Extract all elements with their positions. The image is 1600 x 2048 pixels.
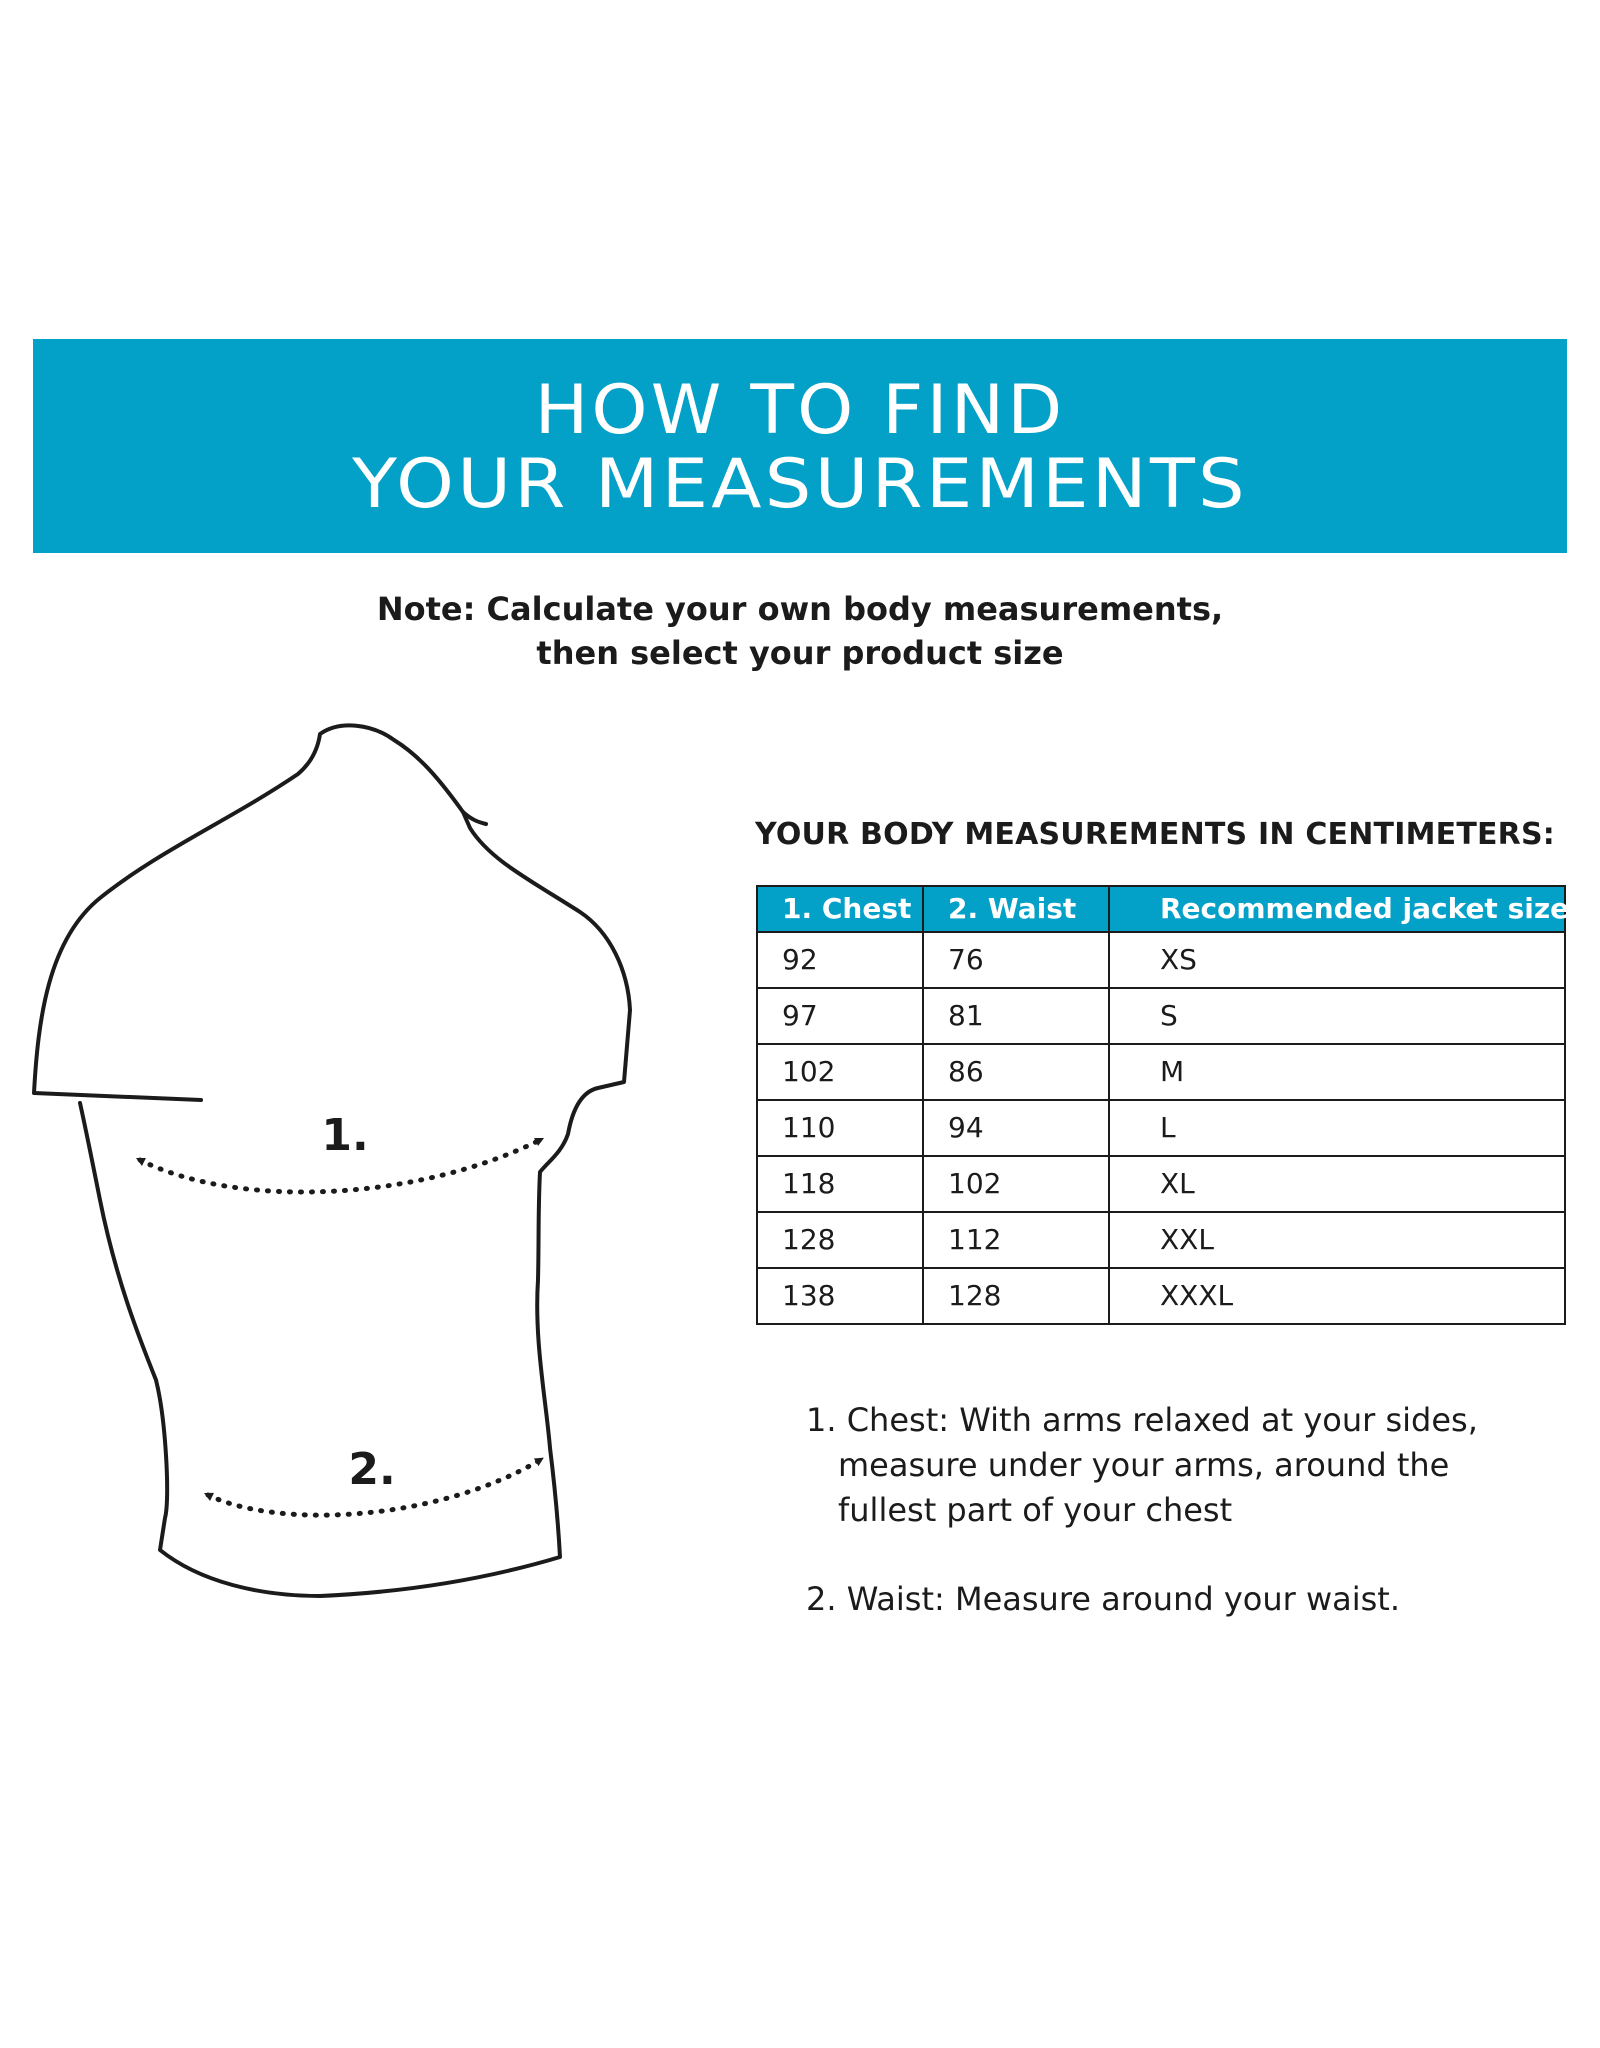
table-row [757,932,1565,988]
size-cell: XXL [1109,1212,1565,1268]
waist-marker-label: 2. [348,1444,396,1495]
table-row [757,1268,1565,1324]
header-waist: 2. Waist [923,886,1109,932]
size-cell: XL [1109,1156,1565,1212]
waist-cell: 102 [923,1156,1109,1212]
waist-cell: 112 [923,1212,1109,1268]
banner-title-line-2: YOUR MEASUREMENTS [352,445,1248,524]
chest-cell: 110 [757,1100,923,1156]
waist-cell: 76 [923,932,1109,988]
size-cell: L [1109,1100,1565,1156]
chest-cell: 118 [757,1156,923,1212]
chest-cell: 97 [757,988,923,1044]
size-cell: S [1109,988,1565,1044]
table-row [757,1044,1565,1100]
table-header-row [757,886,1565,932]
waist-cell: 128 [923,1268,1109,1324]
waist-cell: 86 [923,1044,1109,1100]
table-row [757,988,1565,1044]
table-row [757,1212,1565,1268]
table-title: YOUR BODY MEASUREMENTS IN CENTIMETERS: [755,817,1555,852]
chest-cell: 92 [757,932,923,988]
size-cell: XXXL [1109,1268,1565,1324]
waist-instruction-line-1: 2. Waist: Measure around your waist. [806,1580,1401,1618]
header-jacket-size: Recommended jacket size [1109,886,1565,932]
size-table [756,885,1570,1325]
size-cell: M [1109,1044,1565,1100]
table-row [757,1156,1565,1212]
chest-cell: 128 [757,1212,923,1268]
title-banner [33,339,1567,553]
chest-instruction-line-2: measure under your arms, around the [838,1446,1450,1484]
chest-marker-label: 1. [321,1110,369,1161]
chest-cell: 138 [757,1268,923,1324]
torso-diagram [20,720,640,1640]
header-chest: 1. Chest [757,886,923,932]
chest-cell: 102 [757,1044,923,1100]
size-cell: XS [1109,932,1565,988]
measurement-instructions [806,1398,1478,1622]
waist-cell: 81 [923,988,1109,1044]
chest-instruction-line-1: 1. Chest: With arms relaxed at your sides, [806,1401,1478,1439]
banner-title-line-1: HOW TO FIND [534,371,1066,450]
instruction-spacer [806,1533,1478,1577]
waist-cell: 94 [923,1100,1109,1156]
table-row [757,1100,1565,1156]
note-line-2: then select your product size [536,634,1064,672]
note-line-1: Note: Calculate your own body measurements, [376,590,1224,628]
chest-instruction-line-3: fullest part of your chest [838,1491,1233,1529]
